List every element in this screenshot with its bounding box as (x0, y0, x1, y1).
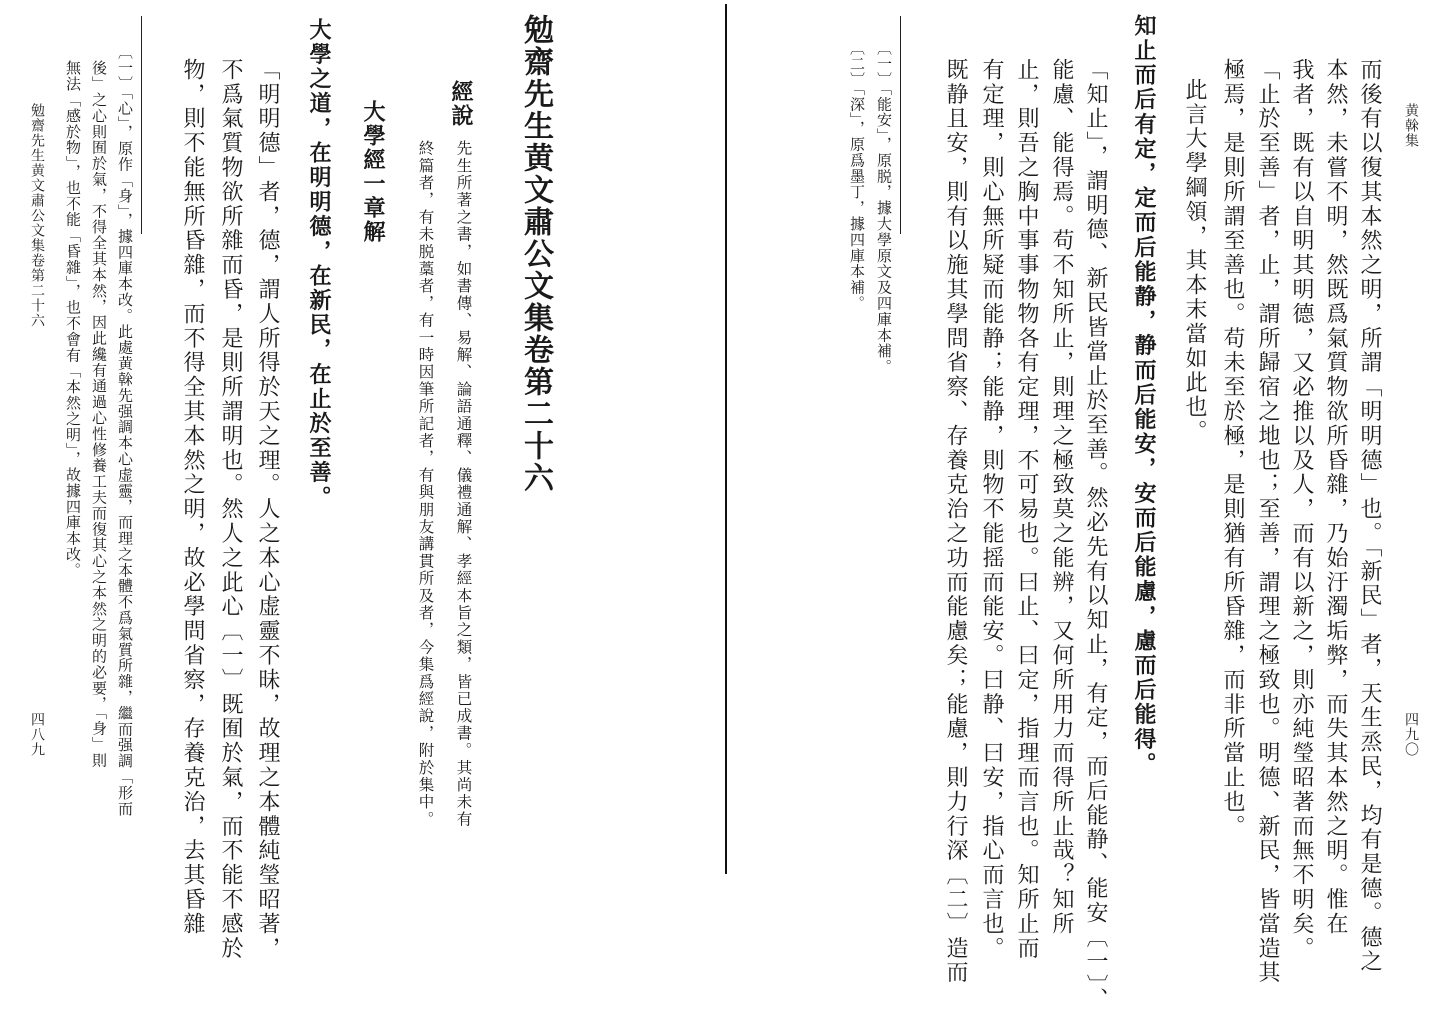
classic-text-line: 知止而后有定，定而后能静，静而后能安，安而后能慮，慮而后能得。 (1131, 14, 1157, 777)
footnote-line: 〔一〕「能安」，原脱，據大學原文及四庫本補。 (875, 40, 893, 375)
body-line: 物，則不能無所昏雜，而不得全其本然之明，故必學問省察，存養克治，去其昏雜 (180, 58, 205, 937)
section-title: 經說 (448, 80, 474, 128)
page-number: 四八九 (29, 712, 45, 757)
body-line: 我者，既有以自明其明德，又必推以及人，而有以新之，則亦純瑩昭著而無不明矣。 (1289, 58, 1314, 961)
footnote-line: 〔一〕「心」，原作「身」，據四庫本改。此處黄榦先强調本心虚靈，而理之本體不爲氣質所雜，繼而强調「形而 (116, 44, 134, 817)
preface-line: 終篇者，有未脱藁者，有一時因筆所記者，有與朋友講貫所及者，今集爲經說，附於集中。 (416, 140, 435, 828)
body-line: 極焉，是則所謂至善也。苟未至於極，是則猶有所昏雜，而非所當止也。 (1220, 58, 1245, 839)
footnote-line: 無法「感於物」，也不能「昏雜」，也不會有「本然之明」，故據四庫本改。 (64, 60, 82, 579)
body-line: 「止於至善」者，止，謂所歸宿之地也；至善，謂理之極致也。明德、新民，皆當造其 (1255, 58, 1280, 986)
body-line: 能慮、能得焉。苟不知所止，則理之極致莫之能辨，又何所用力而得所止哉？知所 (1049, 58, 1074, 937)
body-line: 止，則吾之胸中事事物物各有定理，不可易也。曰止、曰定，指理而言也。知所止而 (1014, 58, 1039, 961)
footnote-rule (141, 16, 142, 234)
running-head: 勉齋先生黄文肅公文集卷第二十六 (29, 103, 45, 328)
footnote-line: 後」之心則囿於氣，不得全其本然，因此纔有通過心性修養工夫而復其心之本然之明的必要，「身」則 (90, 60, 108, 768)
body-line: 「明明德」者，德，謂人所得於天之理。人之本心虚靈不昧，故理之本體純瑩昭著， (255, 58, 280, 961)
right-page (728, 0, 1447, 1012)
running-head: 黄榦集 (1403, 103, 1419, 148)
chapter-title: 大學經一章解 (360, 100, 386, 244)
volume-title: 勉齋先生黄文肅公文集卷第二十六 (518, 14, 553, 494)
page-number: 四九〇 (1403, 712, 1419, 757)
body-line: 既静且安，則有以施其學問省察、存養克治之功而能慮矣；能慮，則力行深〔二〕造而 (943, 58, 968, 986)
left-page (0, 0, 725, 961)
footnote-rule (900, 16, 901, 234)
classic-text-line: 大學之道，在明明德，在新民，在止於至善。 (306, 18, 332, 510)
preface-line: 先生所著之書，如書傳、易解、論語通釋、儀禮通解、孝經本旨之類，皆已成書。其尚未有 (454, 140, 473, 828)
body-line: 有定理，則心無所疑而能静；能静，則物不能摇而能安。曰静、曰安，指心而言也。 (979, 58, 1004, 961)
body-line: 「知止」，謂明德、新民皆當止於至善。然必先有以知止，有定，而后能静、能安〔一〕、 (1083, 58, 1108, 1012)
body-line: 此言大學綱領，其本末當如此也。 (1182, 78, 1207, 444)
body-line: 本然，未嘗不明，然既爲氣質物欲所昏雜，乃始汙濁垢弊，而失其本然之明。惟在 (1323, 58, 1348, 937)
page-gutter (725, 4, 727, 874)
body-line: 而後有以復其本然之明，所謂「明明德」也。「新民」者，天生烝民，均有是德。德之 (1357, 58, 1382, 975)
footnote-line: 〔二〕「深」，原爲墨丁，據四庫本補。 (848, 40, 866, 312)
body-line: 不爲氣質物欲所雜而昏，是則所謂明也。然人之此心〔一〕既囿於氣，而不能不感於 (218, 58, 243, 961)
